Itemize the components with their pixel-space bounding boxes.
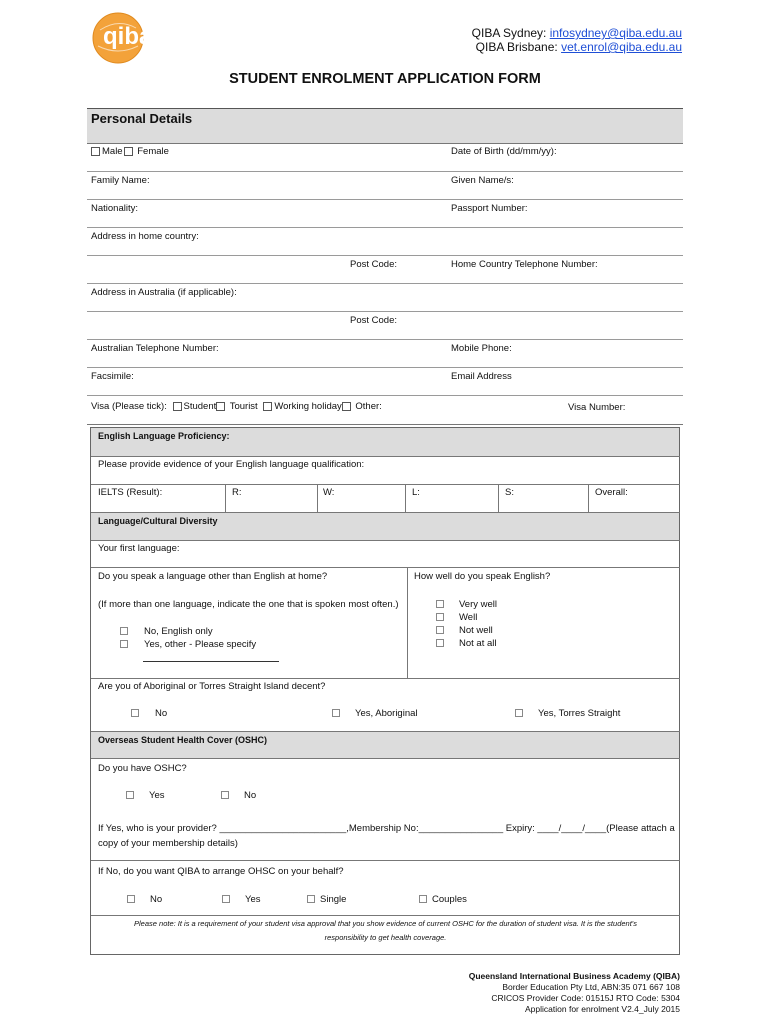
- gender-options: Male Female: [91, 146, 169, 157]
- very-well-option: Very well: [436, 599, 497, 610]
- arrange-couples-checkbox[interactable]: [419, 895, 427, 903]
- how-well-question: How well do you speak English?: [414, 571, 551, 582]
- aboriginal-no-checkbox[interactable]: [131, 709, 139, 717]
- english-evidence-text: Please provide evidence of your English language qualification:: [98, 459, 365, 470]
- not-well-checkbox[interactable]: [436, 626, 444, 634]
- sydney-email-link[interactable]: infosydney@qiba.edu.au: [549, 26, 682, 40]
- aus-phone-label: Australian Telephone Number:: [91, 343, 219, 354]
- ielts-w-label: W:: [323, 487, 335, 498]
- visa-student-checkbox[interactable]: [173, 402, 182, 411]
- arrange-oshc-question: If No, do you want QIBA to arrange OHSC on your behalf?: [98, 866, 344, 877]
- post-code-label-2: Post Code:: [350, 315, 397, 326]
- qiba-logo: [88, 8, 152, 64]
- not-well-option: Not well: [436, 625, 493, 636]
- visa-working-holiday-checkbox[interactable]: [263, 402, 272, 411]
- arrange-couples-option: Couples: [419, 894, 467, 905]
- ielts-label: IELTS (Result):: [98, 487, 163, 498]
- well-option: Well: [436, 612, 477, 623]
- home-address-label: Address in home country:: [91, 231, 199, 242]
- footer-org: Queensland International Business Academy (QIBA): [468, 971, 680, 981]
- arrange-single-checkbox[interactable]: [307, 895, 315, 903]
- passport-label: Passport Number:: [451, 203, 528, 214]
- ielts-l-label: L:: [412, 487, 420, 498]
- ielts-overall-label: Overall:: [595, 487, 628, 498]
- specify-line[interactable]: [143, 661, 279, 662]
- contact-sydney: QIBA Sydney: infosydney@qiba.edu.au: [471, 26, 682, 40]
- oshc-yes-option: Yes: [126, 790, 165, 801]
- ielts-s-label: S:: [505, 487, 514, 498]
- personal-details-heading: Personal Details: [91, 111, 193, 126]
- arrange-yes-option: Yes: [222, 894, 261, 905]
- brisbane-email-link[interactable]: vet.enrol@qiba.edu.au: [561, 40, 682, 54]
- family-name-label: Family Name:: [91, 175, 150, 186]
- oshc-note-line-2: responsibility to get health coverage.: [324, 933, 447, 942]
- form-title: STUDENT ENROLMENT APPLICATION FORM: [229, 71, 541, 87]
- visa-number-label: Visa Number:: [568, 402, 626, 413]
- oshc-no-option: No: [221, 790, 256, 801]
- arrange-no-option: No: [127, 894, 162, 905]
- mobile-label: Mobile Phone:: [451, 343, 512, 354]
- oshc-no-checkbox[interactable]: [221, 791, 229, 799]
- have-oshc-question: Do you have OSHC?: [98, 763, 187, 774]
- no-english-only-checkbox[interactable]: [120, 627, 128, 635]
- visa-other-checkbox[interactable]: [342, 402, 351, 411]
- visa-tourist-checkbox[interactable]: [216, 402, 225, 411]
- aboriginal-no-option: No: [131, 708, 167, 719]
- not-at-all-option: Not at all: [436, 638, 497, 649]
- nationality-label: Nationality:: [91, 203, 138, 214]
- male-checkbox[interactable]: [91, 147, 100, 156]
- arrange-single-option: Single: [307, 894, 346, 905]
- female-checkbox[interactable]: [124, 147, 133, 156]
- more-than-one-note: (If more than one language, indicate the one that is spoken most often.): [98, 599, 399, 610]
- oshc-heading: Overseas Student Health Cover (OSHC): [98, 735, 268, 745]
- oshc-yes-checkbox[interactable]: [126, 791, 134, 799]
- dob-label: Date of Birth (dd/mm/yy):: [451, 146, 557, 157]
- no-english-only-option: No, English only: [120, 626, 213, 637]
- fax-label: Facsimile:: [91, 371, 134, 382]
- ielts-r-label: R:: [232, 487, 242, 498]
- arrange-no-checkbox[interactable]: [127, 895, 135, 903]
- oshc-note-line-1: Please note: It is a requirement of your student visa approval that you show evidence of current OSHC for the duration of student visa. It is the student's: [134, 919, 637, 928]
- english-heading: English Language Proficiency:: [98, 431, 230, 441]
- aboriginal-yes-option: Yes, Aboriginal: [332, 708, 418, 719]
- provider-line-1: If Yes, who is your provider? ________________________,Membership No:________________ Expiry: ____/____/____(Please attach a: [98, 823, 675, 834]
- torres-yes-checkbox[interactable]: [515, 709, 523, 717]
- not-at-all-checkbox[interactable]: [436, 639, 444, 647]
- aboriginal-question: Are you of Aboriginal or Torres Straight Island decent?: [98, 681, 326, 692]
- footer-cricos: CRICOS Provider Code: 01515J RTO Code: 5304: [491, 993, 680, 1003]
- other-language-question: Do you speak a language other than English at home?: [98, 571, 328, 582]
- language-heading: Language/Cultural Diversity: [98, 516, 218, 526]
- yes-other-checkbox[interactable]: [120, 640, 128, 648]
- footer-abn: Border Education Pty Ltd, ABN:35 071 667 108: [502, 982, 680, 992]
- aboriginal-yes-checkbox[interactable]: [332, 709, 340, 717]
- first-language-label: Your first language:: [98, 543, 180, 554]
- contact-brisbane: QIBA Brisbane: vet.enrol@qiba.edu.au: [475, 40, 682, 54]
- footer-version: Application for enrolment V2.4_July 2015: [525, 1004, 680, 1014]
- visa-options: Visa (Please tick): Student Tourist Working holiday Other:: [91, 401, 382, 412]
- very-well-checkbox[interactable]: [436, 600, 444, 608]
- provider-line-2: copy of your membership details): [98, 838, 238, 849]
- home-phone-label: Home Country Telephone Number:: [451, 259, 598, 270]
- aus-address-label: Address in Australia (if applicable):: [91, 287, 237, 298]
- yes-other-option: Yes, other - Please specify: [120, 639, 256, 650]
- logo-text: qiba: [103, 23, 153, 50]
- well-checkbox[interactable]: [436, 613, 444, 621]
- torres-yes-option: Yes, Torres Straight: [515, 708, 620, 719]
- email-label: Email Address: [451, 371, 512, 382]
- post-code-label-1: Post Code:: [350, 259, 397, 270]
- arrange-yes-checkbox[interactable]: [222, 895, 230, 903]
- given-names-label: Given Name/s:: [451, 175, 514, 186]
